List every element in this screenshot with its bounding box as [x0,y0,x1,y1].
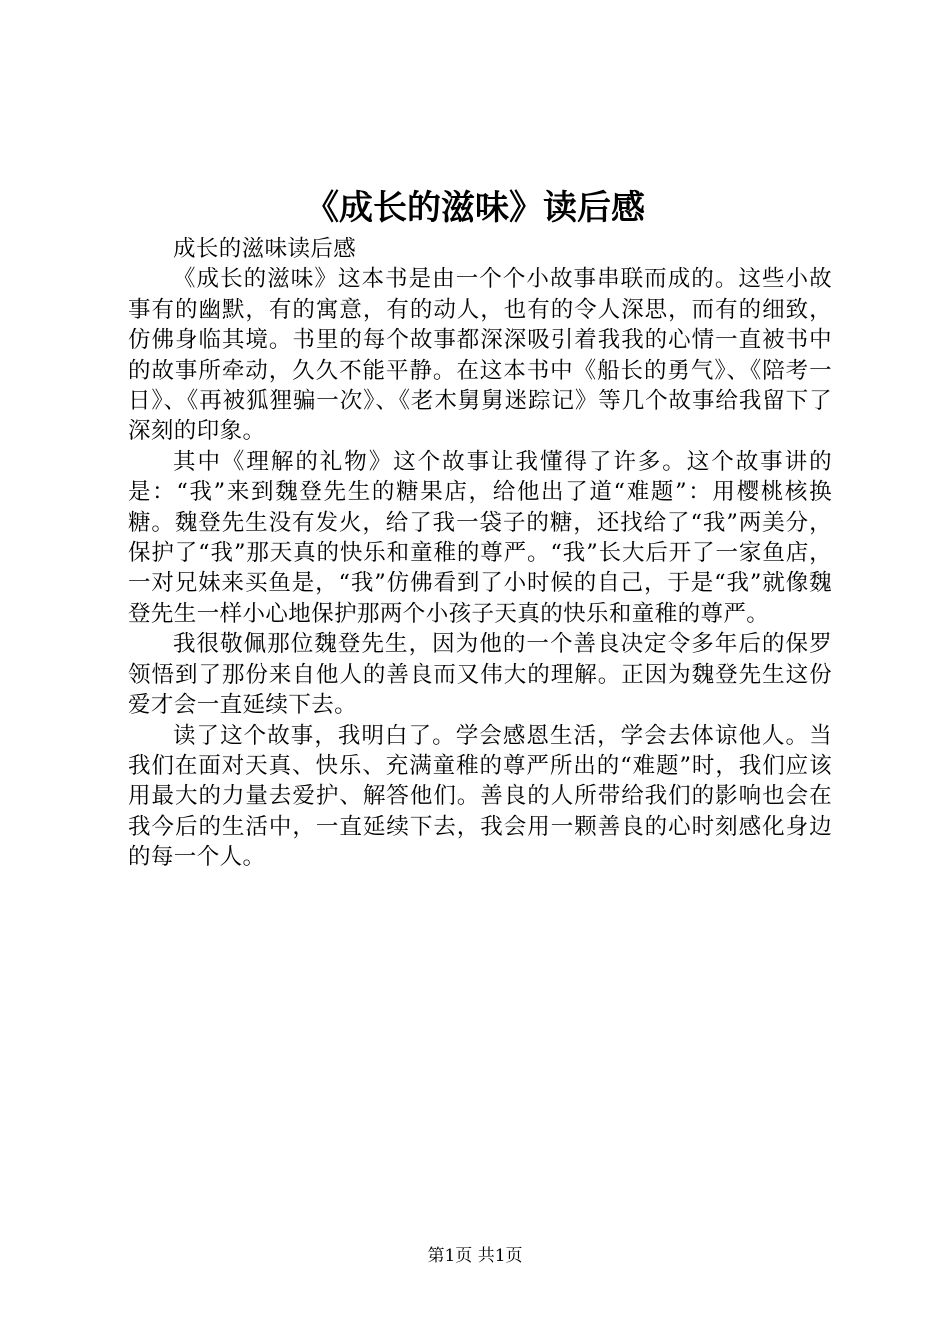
document-title: 《成长的滋味》读后感 [305,188,645,228]
paragraph-admiration: 我很敬佩那位魏登先生，因为他的一个善良决定令多年后的保罗领悟到了那份来自他人的善良而又伟大的理解。正因为魏登先生这份爱才会一直延续下去。 [128,631,832,719]
document-body [128,234,832,873]
paragraph-story: 其中《理解的礼物》这个故事让我懂得了许多。这个故事讲的是：“我”来到魏登先生的糖果店，给他出了道“难题”：用樱桃核换糖。魏登先生没有发火，给了我一袋子的糖，还找给了“我”两美分，保护了“我”那天真的快乐和童稚的尊严。“我”长大后开了一家鱼店，一对兄妹来买鱼是，“我”仿佛看到了小时候的自己，于是“我”就像魏登先生一样小心地保护那两个小孩子天真的快乐和童稚的尊严。 [128,448,832,627]
paragraph-conclusion: 读了这个故事，我明白了。学会感恩生活，学会去体谅他人。当我们在面对天真、快乐、充满童稚的尊严所出的“难题”时，我们应该用最大的力量去爱护、解答他们。善良的人所带给我们的影响也会在我今后的生活中，一直延续下去，我会用一颗善良的心时刻感化身边的每一个人。 [128,722,832,871]
paragraph-subtitle: 成长的滋味读后感 [173,236,357,262]
page-number-footer: 第1页 共1页 [427,1246,523,1266]
paragraph-intro: 《成长的滋味》这本书是由一个个小故事串联而成的。这些小故事有的幽默，有的寓意，有的动人，也有的令人深思，而有的细致，仿佛身临其境。书里的每个故事都深深吸引着我我的心情一直被书中的故事所牵动，久久不能平静。在这本书中《船长的勇气》、《陪考一日》、《再被狐狸骗一次》、《老木舅舅迷踪记》等几个故事给我留下了深刻的印象。 [128,266,832,445]
